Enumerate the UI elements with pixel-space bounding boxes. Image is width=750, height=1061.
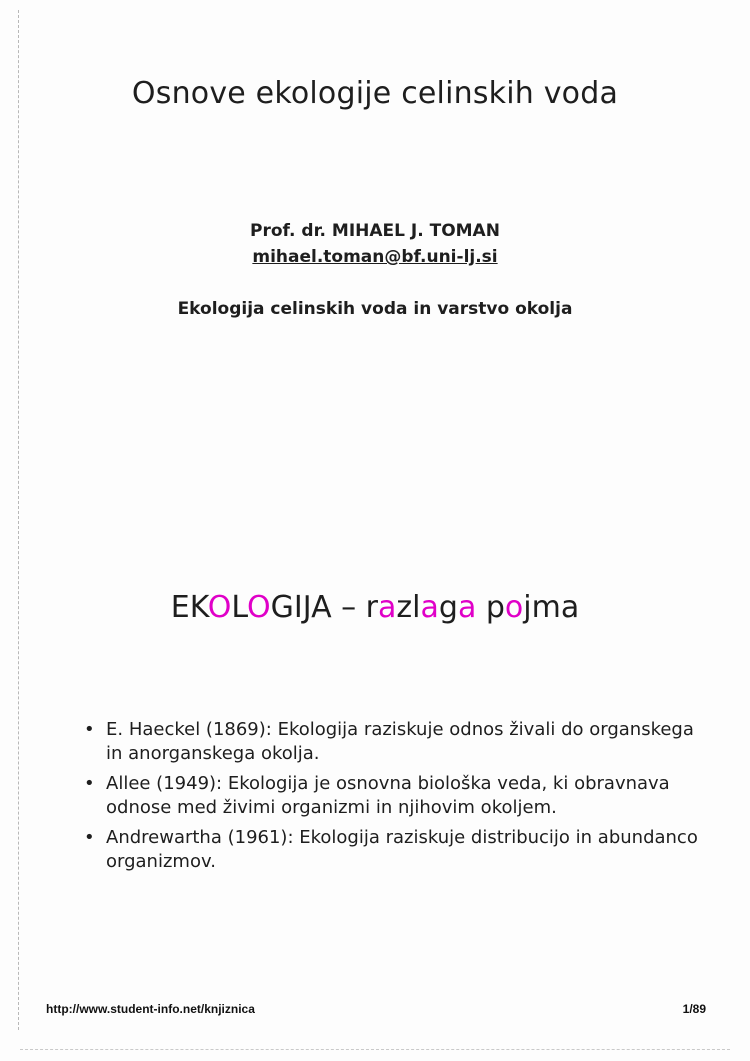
heading-text-part: L (231, 590, 248, 625)
section-heading (0, 590, 750, 625)
heading-highlight-letter: O (207, 590, 232, 625)
document-title: Osnove ekologije celinskih voda (131, 76, 619, 111)
heading-highlight-letter: o (504, 590, 524, 625)
list-item-text: Andrewartha (1961): Ekologija raziskuje distribucijo in abundanco organizmov. (106, 827, 698, 872)
heading-text-part: jma (523, 590, 580, 625)
heading-highlight-letter: O (247, 590, 271, 625)
definition-list (80, 718, 700, 880)
heading-text-part: GIJA – r (270, 590, 379, 625)
bullet-icon: • (84, 773, 95, 794)
list-item (80, 826, 700, 874)
scan-bottom-edge (20, 1049, 730, 1050)
heading-text-part: zl (396, 590, 421, 625)
bullet-icon: • (84, 719, 95, 740)
heading-highlight-letter: a (420, 590, 439, 625)
page-number: 1/89 (682, 1002, 706, 1016)
scan-binder-edge (18, 10, 19, 1030)
list-item-text: E. Haeckel (1869): Ekologija raziskuje odnos živali do organskega in anorganskega okolja. (106, 719, 694, 764)
footer-url-link[interactable]: http://www.student-info.net/knjiznica (46, 1002, 255, 1016)
list-item (80, 772, 700, 820)
heading-highlight-letter: a (457, 590, 477, 625)
list-item-text: Allee (1949): Ekologija je osnovna biološka veda, ki obravnava odnose med živimi organizmi in njihovim okoljem. (106, 773, 670, 818)
department-name: Ekologija celinskih voda in varstvo okolja (177, 299, 573, 319)
heading-text-part: EK (170, 590, 208, 625)
list-item (80, 718, 700, 766)
bullet-icon: • (84, 827, 95, 848)
heading-text-part: g (438, 590, 458, 625)
heading-text-part: p (476, 590, 505, 625)
heading-highlight-letter: a (378, 590, 397, 625)
author-email-link[interactable]: mihael.toman@bf.uni-lj.si (252, 247, 498, 267)
author-name: Prof. dr. MIHAEL J. TOMAN (250, 221, 500, 241)
